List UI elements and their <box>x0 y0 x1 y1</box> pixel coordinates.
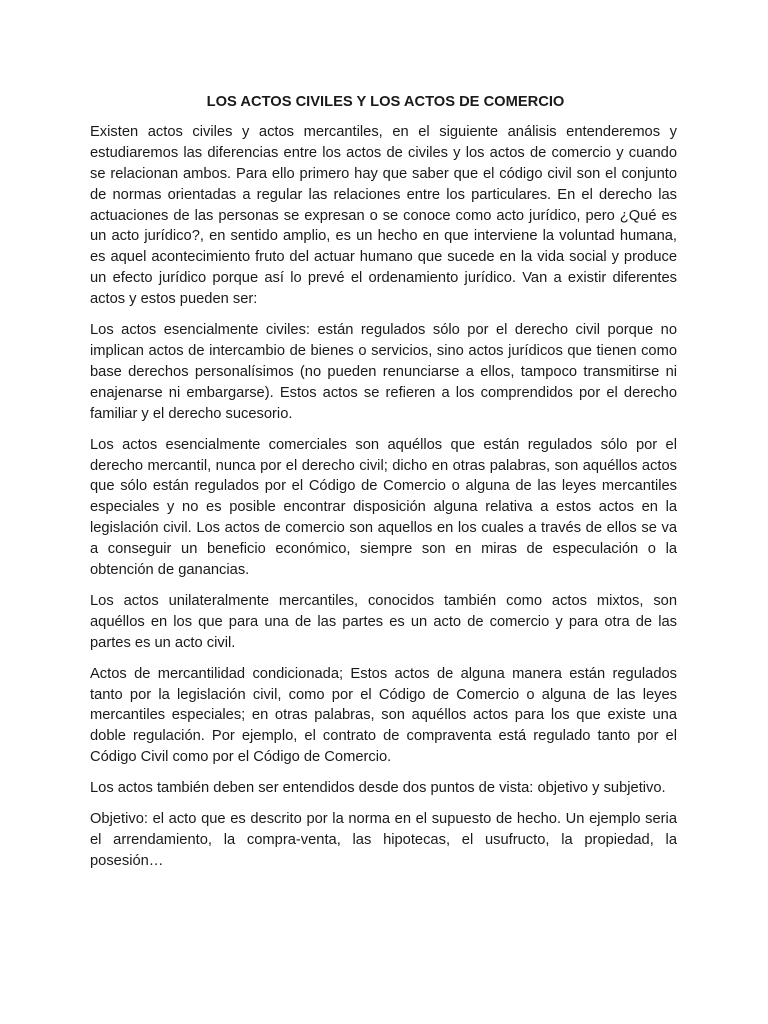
paragraph-actos-mixtos: Los actos unilateralmente mercantiles, conocidos también como actos mixtos, son aquéllos en los que para una de las partes es un acto de comercio y para otra de las partes es un acto civil. <box>90 592 677 651</box>
paragraph-intro: Existen actos civiles y actos mercantiles, en el siguiente análisis entenderemos y estudiaremos las diferencias entre los actos de civiles y los actos de comercio y cuando se relacionan ambos. Para ello primero hay que saber que el código civil son el conjunto de normas orientadas a regular las relaciones entre los particulares. En el derecho las actuaciones de las personas se expresan o se conoce como acto jurídico, pero ¿Qué es un acto jurídico?, en sentido amplio, es un hecho en que interviene la voluntad humana, es aquel acontecimiento fruto del actuar humano que sucede en la vida social y produce un efecto jurídico porque así lo prevé el ordenamiento jurídico. Van a existir diferentes actos y estos pueden ser: <box>90 123 677 308</box>
document-title: LOS ACTOS CIVILES Y LOS ACTOS DE COMERCIO <box>206 94 565 110</box>
paragraph-mercantilidad-condicionada: Actos de mercantilidad condicionada; Estos actos de alguna manera están regulados tanto por la legislación civil, como por el Código de Comercio o alguna de las leyes mercantiles especiales; en otras palabras, son aquéllos actos para los que existe una doble regulación. Por ejemplo, el contrato de compraventa está regulado tanto por el Código Civil como por el Código de Comercio. <box>90 665 677 766</box>
paragraph-actos-comerciales: Los actos esencialmente comerciales son aquéllos que están regulados sólo por el derecho mercantil, nunca por el derecho civil; dicho en otras palabras, son aquéllos actos que sólo están regulados por el Código de Comercio o alguna de las leyes mercantiles especiales y no es posible encontrar disposición alguna relativa a estos actos en la legislación civil. Los actos de comercio son aquellos en los cuales a través de ellos se va a conseguir un beneficio económico, siempre son en miras de especulación o la obtención de ganancias. <box>90 436 677 579</box>
document-page <box>90 92 677 882</box>
paragraph-objetivo: Objetivo: el acto que es descrito por la norma en el supuesto de hecho. Un ejemplo seria el arrendamiento, la compra-venta, las hipotecas, el usufructo, la propiedad, la posesión… <box>90 811 677 869</box>
paragraph-actos-civiles: Los actos esencialmente civiles: están regulados sólo por el derecho civil porque no implican actos de intercambio de bienes o servicios, sino actos jurídicos que tienen como base derechos personalísimos (no pueden renunciarse a ellos, tampoco transmitirse ni enajenarse ni embargarse). Estos actos se refieren a los comprendidos por el derecho familiar y el derecho sucesorio. <box>90 322 677 422</box>
paragraph-puntos-de-vista: Los actos también deben ser entendidos desde dos puntos de vista: objetivo y subjetivo. <box>90 780 666 797</box>
